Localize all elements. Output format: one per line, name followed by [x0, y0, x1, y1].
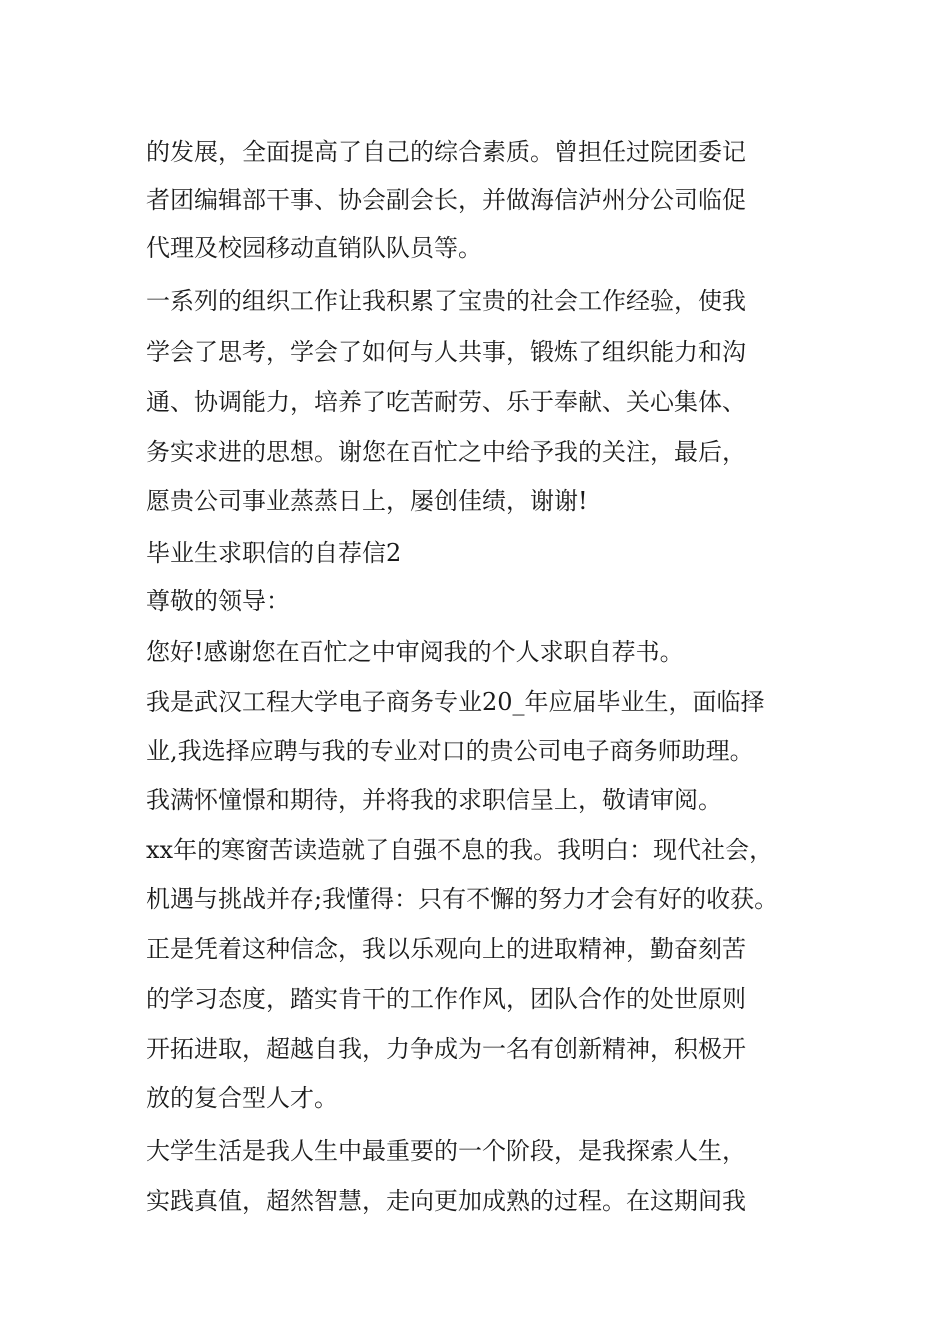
text-line: 我是武汉工程大学电子商务专业20_年应届毕业生，面临择: [146, 688, 765, 716]
text-line: 您好!感谢您在百忙之中审阅我的个人求职自荐书。: [146, 638, 684, 666]
text-line: 机遇与挑战并存;我懂得：只有不懈的努力才会有好的收获。: [146, 885, 779, 913]
text-line: 大学生活是我人生中最重要的一个阶段，是我探索人生，: [146, 1137, 746, 1165]
text-line: 开拓进取，超越自我，力争成为一名有创新精神，积极开: [146, 1035, 746, 1063]
text-line: 我满怀憧憬和期待，并将我的求职信呈上，敬请审阅。: [146, 786, 722, 814]
text-line: 的发展，全面提高了自己的综合素质。曾担任过院团委记: [146, 138, 746, 166]
text-line: 代理及校园移动直销队队员等。: [146, 234, 482, 262]
text-line: 者团编辑部干事、协会副会长，并做海信泸州分公司临促: [146, 186, 746, 214]
text-line: xx年的寒窗苦读造就了自强不息的我。我明白：现代社会，: [146, 836, 774, 864]
text-line: 业,我选择应聘与我的专业对口的贵公司电子商务师助理。: [146, 737, 754, 765]
text-line: 学会了思考，学会了如何与人共事，锻炼了组织能力和沟: [146, 338, 746, 366]
text-line: 务实求进的思想。谢您在百忙之中给予我的关注，最后，: [146, 438, 746, 466]
text-line: 愿贵公司事业蒸蒸日上，屡创佳绩，谢谢!: [146, 487, 588, 515]
text-line: 一系列的组织工作让我积累了宝贵的社会工作经验，使我: [146, 287, 746, 315]
text-line: 正是凭着这种信念，我以乐观向上的进取精神，勤奋刻苦: [146, 935, 746, 963]
text-line: 的学习态度，踏实肯干的工作作风，团队合作的处世原则: [146, 985, 746, 1013]
text-line: 通、协调能力，培养了吃苦耐劳、乐于奉献、关心集体、: [146, 388, 746, 416]
text-line: 放的复合型人才。: [146, 1084, 338, 1112]
text-line: 实践真值，超然智慧，走向更加成熟的过程。在这期间我: [146, 1187, 746, 1215]
section-heading: 毕业生求职信的自荐信2: [146, 539, 402, 567]
salutation: 尊敬的领导：: [146, 587, 290, 615]
